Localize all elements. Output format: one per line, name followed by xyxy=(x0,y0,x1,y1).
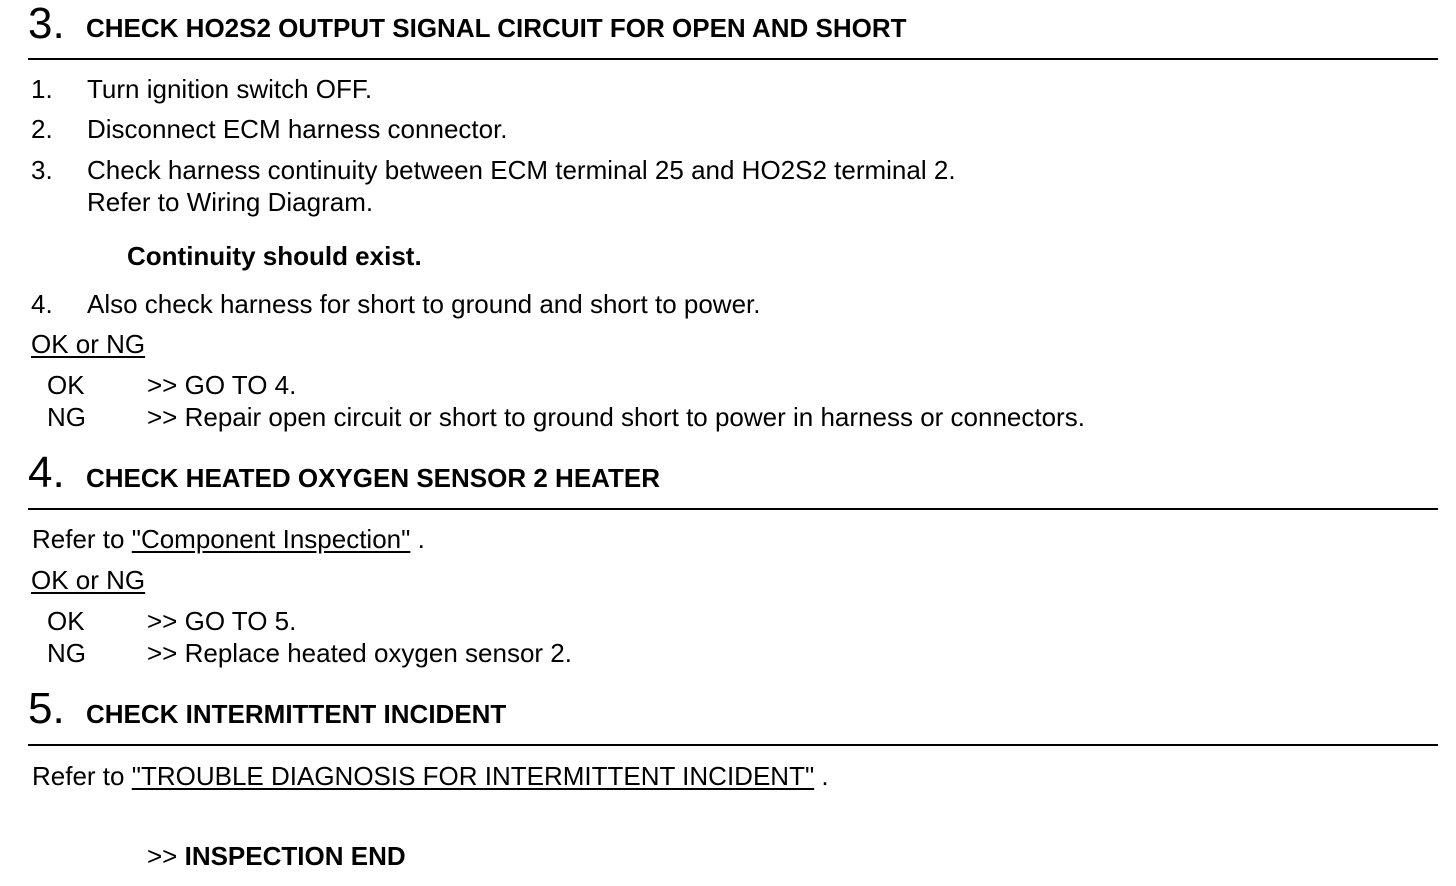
step-3-text-line2: Refer to Wiring Diagram. xyxy=(87,187,374,217)
continuity-spec: Continuity should exist. xyxy=(127,241,422,271)
inspection-end xyxy=(147,841,406,871)
section-3-ok-label: OK xyxy=(47,370,85,400)
section-4-result-heading: OK or NG xyxy=(31,565,146,595)
section-4-title: CHECK HEATED OXYGEN SENSOR 2 HEATER xyxy=(86,463,661,493)
section-5-refer-suffix: . xyxy=(814,761,829,791)
section-5-divider xyxy=(28,744,1438,746)
section-4-refer xyxy=(32,524,425,554)
section-3-ok-action: >> GO TO 4. xyxy=(147,370,297,400)
section-4-ng-action: >> Replace heated oxygen sensor 2. xyxy=(147,638,572,668)
section-3-number: 3. xyxy=(28,0,65,48)
step-2-number: 2. xyxy=(31,114,53,144)
step-4-number: 4. xyxy=(31,289,53,319)
step-3-text: Check harness continuity between ECM terminal 25 and HO2S2 terminal 2. xyxy=(87,155,956,185)
section-4-number: 4. xyxy=(28,448,65,497)
component-inspection-link[interactable]: "Component Inspection" xyxy=(131,524,411,554)
step-3-number: 3. xyxy=(31,155,53,185)
inspection-end-text: INSPECTION END xyxy=(184,841,406,871)
section-4-divider xyxy=(28,508,1438,510)
section-3-result-heading: OK or NG xyxy=(31,329,146,359)
section-4-ok-label: OK xyxy=(47,606,85,636)
step-2-text: Disconnect ECM harness connector. xyxy=(87,114,508,144)
section-3-ng-label: NG xyxy=(47,402,86,432)
section-3-ng-action: >> Repair open circuit or short to ground short to power in harness or connectors. xyxy=(147,402,1085,432)
section-5-title: CHECK INTERMITTENT INCIDENT xyxy=(86,699,507,729)
section-4-refer-prefix: Refer to xyxy=(32,524,132,554)
section-5-refer xyxy=(32,761,829,791)
section-4-refer-suffix: . xyxy=(410,524,425,554)
section-4-ok-action: >> GO TO 5. xyxy=(147,606,297,636)
step-1-number: 1. xyxy=(31,74,53,104)
step-4-text: Also check harness for short to ground and short to power. xyxy=(87,289,761,319)
section-3-divider xyxy=(28,58,1438,60)
step-1-text: Turn ignition switch OFF. xyxy=(87,74,373,104)
inspection-end-prefix: >> xyxy=(147,841,185,871)
section-5-refer-prefix: Refer to xyxy=(32,761,132,791)
intermittent-incident-link[interactable]: "TROUBLE DIAGNOSIS FOR INTERMITTENT INCIDENT" xyxy=(131,761,815,791)
section-3-title: CHECK HO2S2 OUTPUT SIGNAL CIRCUIT FOR OPEN AND SHORT xyxy=(86,13,907,43)
section-5-number: 5. xyxy=(28,684,65,733)
section-4-ng-label: NG xyxy=(47,638,86,668)
